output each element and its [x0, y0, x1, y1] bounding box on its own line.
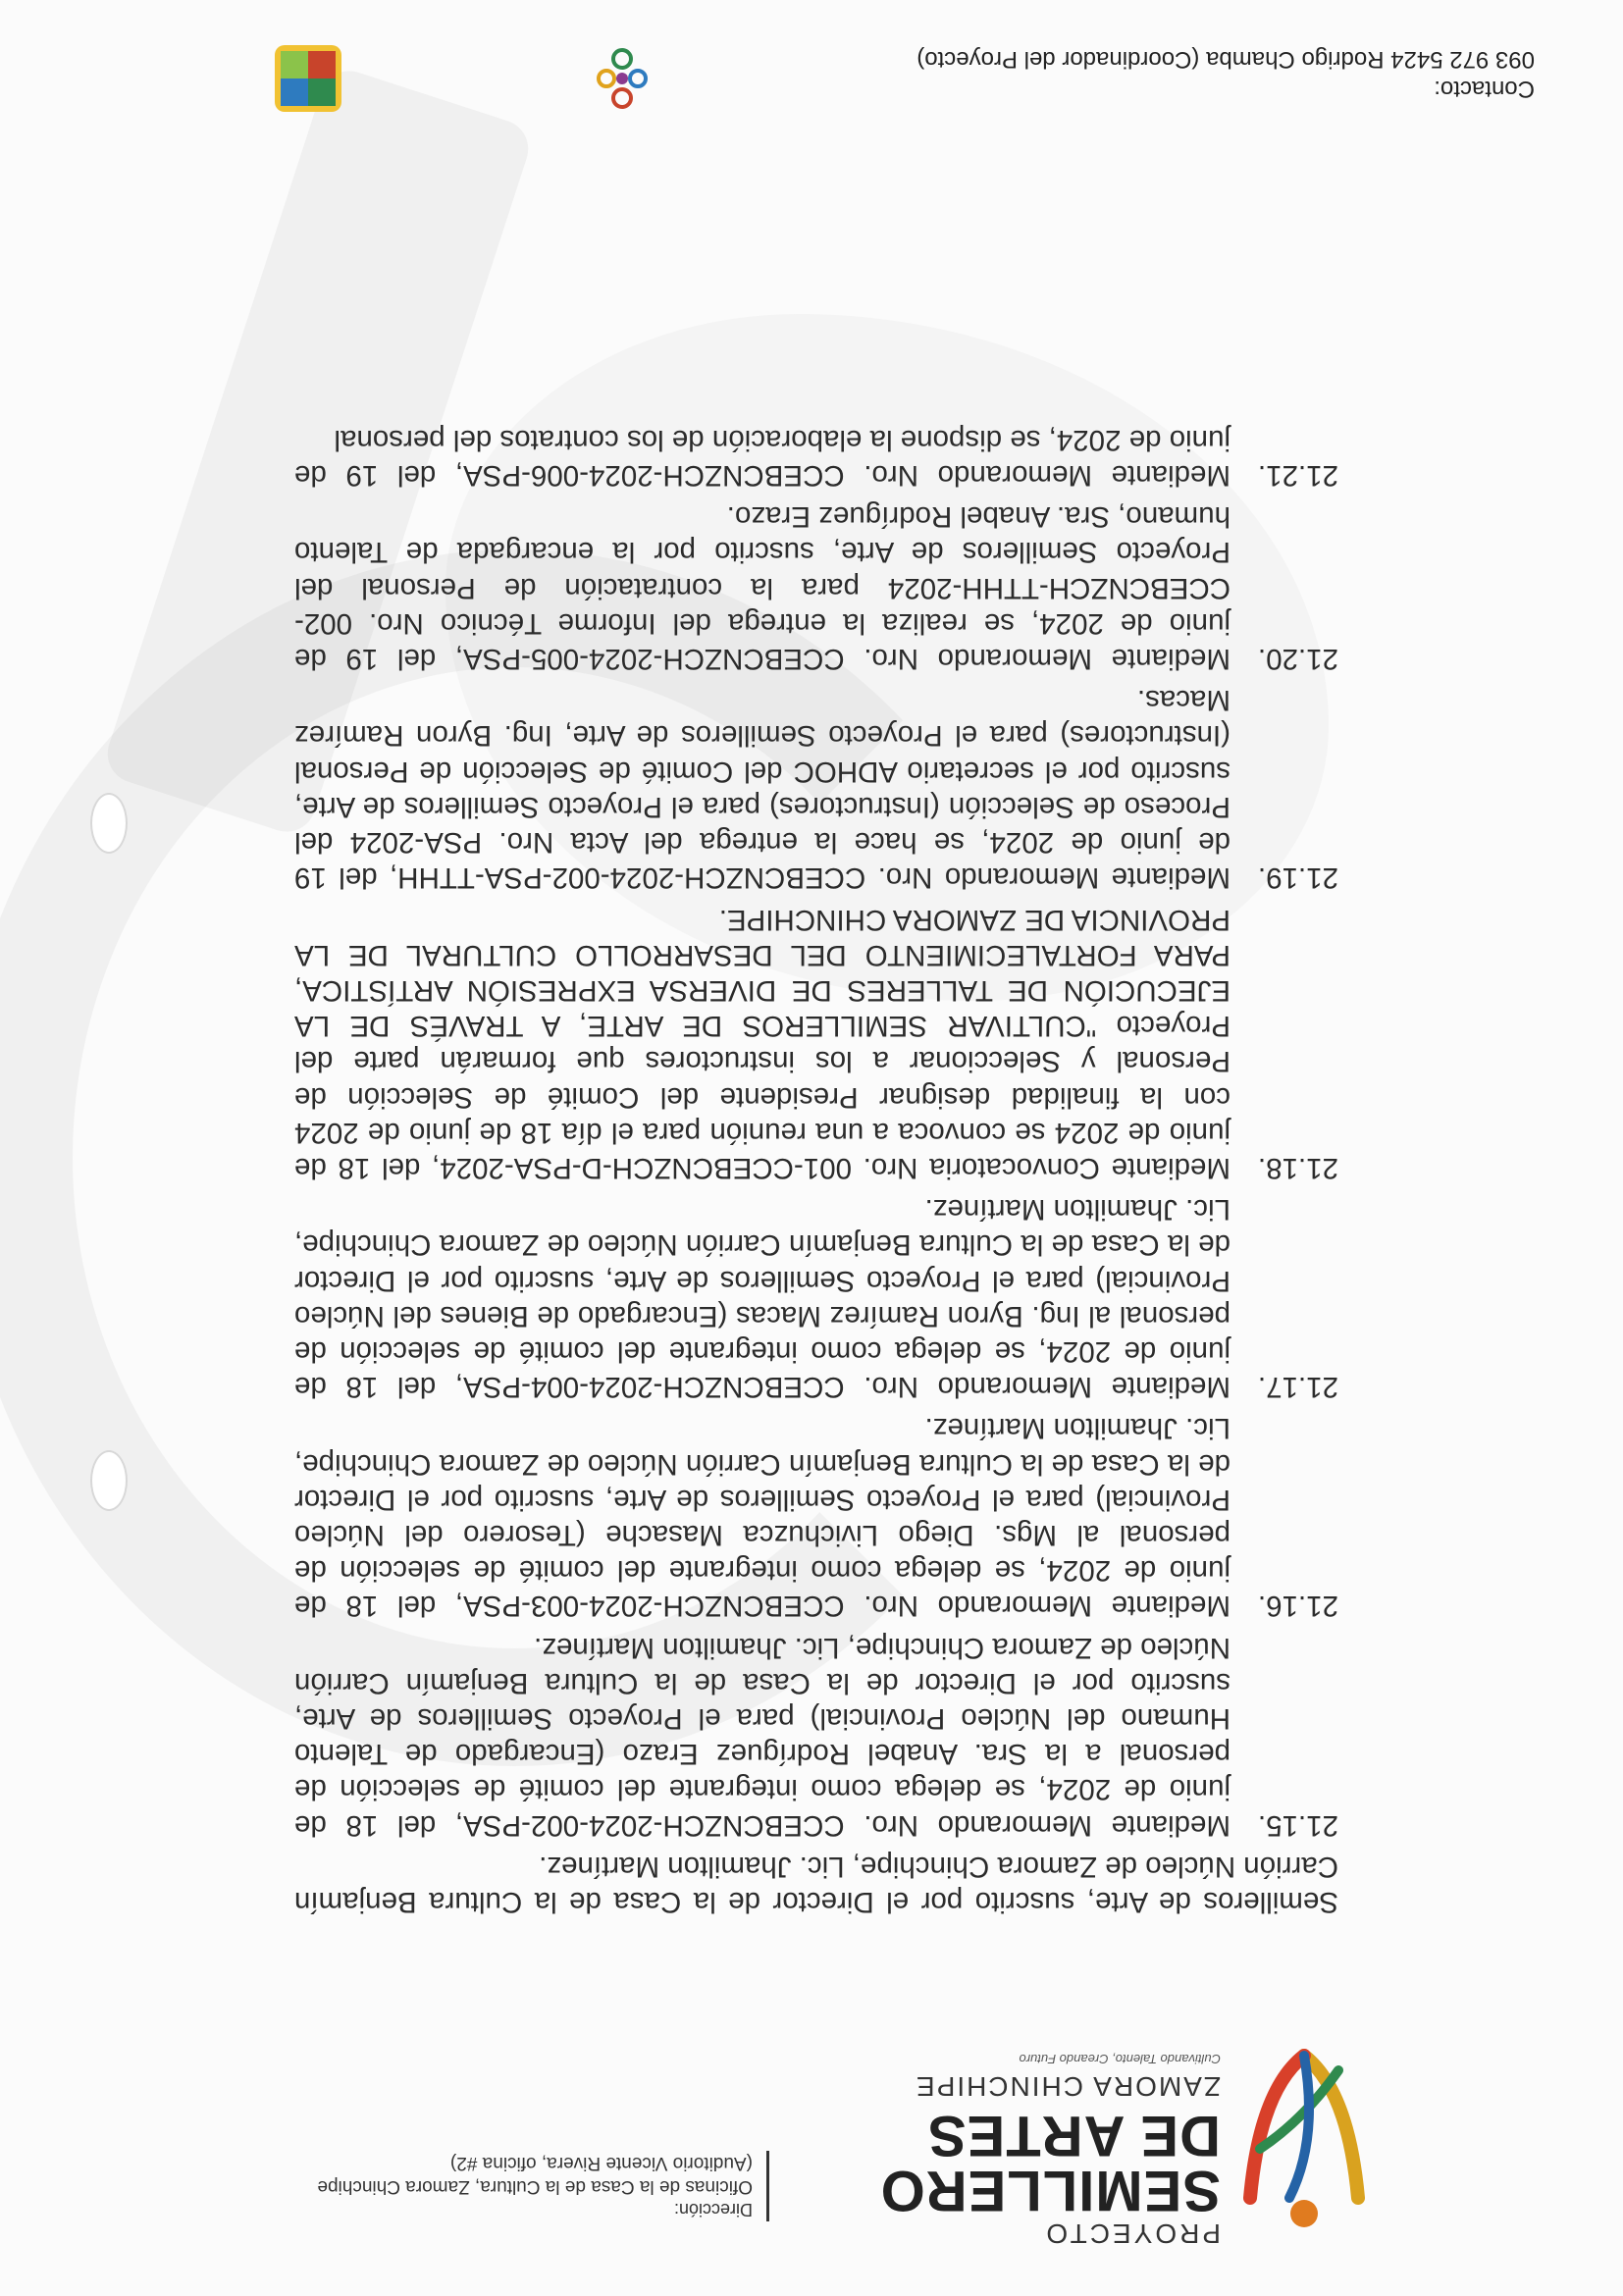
casa-cultura-logo — [426, 29, 652, 118]
letterhead — [0, 1943, 1623, 2296]
brand-block — [867, 2052, 1221, 2249]
item-text: Mediante Memorando Nro. CCEBCNZCH-2024-002-PSA-TTHH, del 19 de junio de 2024, se hace la entrega del Acta Nro. PSA-2024 del Proceso de Selección (Instructores) para el Proyecto Semilleros de Arte, suscrito por el secretario ADHOC del Comité de Selección de Personal (Instructores) para el Proyecto Semilleros de Arte, Ing. Byron Ramírez Macas. — [294, 684, 1230, 895]
list-item — [294, 682, 1338, 895]
item-number: 21.17. — [1257, 1371, 1338, 1404]
contact-label: Contacto: — [1434, 76, 1535, 102]
list-item — [294, 422, 1338, 493]
item-number: 21.15. — [1257, 1808, 1338, 1842]
list-item — [294, 1629, 1338, 1842]
address-line2: (Auditorio Vicente Rivera, oficina #2) — [449, 2153, 753, 2173]
brand-top: PROYECTO — [1043, 2218, 1221, 2249]
item-text: Mediante Memorando Nro. CCEBCNZCH-2024-003-PSA, del 18 de junio de 2024, se delega como integrante del comité de selección de personal al Mgs. Diego Livichuzca Masache (Tesorero del Núcleo Provincial) para el Proyecto Semilleros de Arte, suscrito por el Director de la Casa de la Cultura Benjamín Carrión Núcleo de Zamora Chinchipe, Lic. Jhamilton Martínez. — [294, 1412, 1230, 1623]
item-text: Mediante Memorando Nro. CCEBCNZCH-2024-002-PSA, del 18 de junio de 2024, se delega como integrante del comité de selección de personal a la Sra. Anabel Rodríguez Erazo (Encargado de Talento Humano del Núcleo Provincial) para el Proyecto Semilleros de Arte, suscrito por el Director de la Casa de la Cultura Benjamín Carrión Núcleo de Zamora Chinchipe, Lic. Jhamilton Martínez. — [294, 1631, 1230, 1842]
brand-slogan: Cultivando Talento, Creando Futuro — [1019, 2052, 1221, 2066]
document-body — [294, 416, 1338, 1919]
brand-line2: DE ARTES — [926, 2104, 1221, 2167]
list-item — [294, 1191, 1338, 1404]
address-block — [242, 2151, 769, 2221]
item-text: Mediante Memorando Nro. CCEBCNZCH-2024-004-PSA, del 18 de junio de 2024, se delega como integrante del comité de selección de personal al Ing. Byron Ramírez Macas (Encargado de Bienes del Núcleo Provincial) para el Proyecto Semilleros de Arte, suscrito por el Director de la Casa de la Cultura Benjamín Carrión Núcleo de Zamora Chinchipe, Lic. Jhamilton Martínez. — [294, 1193, 1230, 1404]
punch-hole — [90, 1450, 128, 1511]
contact-line: 093 972 5424 Rodrigo Chamba (Coordinador del Proyecto) — [916, 46, 1535, 73]
prefectura-shield-icon — [269, 39, 347, 118]
address-line1: Oficinas de la Casa de la Cultura, Zamora Chinchipe — [317, 2176, 753, 2197]
numbered-items — [294, 422, 1338, 1843]
semillero-logo-icon — [1230, 2041, 1378, 2237]
item-number: 21.20. — [1257, 643, 1338, 676]
casa-cultura-icon — [593, 39, 652, 118]
punch-hole — [90, 793, 128, 854]
item-text: Mediante Memorando Nro. CCEBCNZCH-2024-006-PSA, del 19 de junio de 2024, se dispone la elaboración de los contratos del personal — [294, 423, 1230, 493]
list-item — [294, 498, 1338, 676]
item-number: 21.19. — [1257, 861, 1338, 895]
item-number: 21.16. — [1257, 1590, 1338, 1623]
prefectura-logo — [92, 20, 347, 118]
list-item — [294, 901, 1338, 1185]
item-text: Mediante Memorando Nro. CCEBCNZCH-2024-005-PSA, del 19 de junio de 2024, se realiza la entrega del Informe Técnico Nro. 002-CCEBCNZCH-TTHH-2024 para la contratación de Personal del Proyecto Semilleros de Arte, suscrito por la encargada de Talento humano, Sra. Anabel Rodríguez Erazo. — [294, 500, 1230, 676]
address-label: Dirección: — [673, 2200, 753, 2219]
list-item — [294, 1410, 1338, 1623]
lead-paragraph: Semilleros de Arte, suscrito por el Director de la Casa de la Cultura Benjamín Carrión Núcleo de Zamora Chinchipe, Lic. Jhamilton Martínez. — [294, 1850, 1338, 1918]
page-footer — [0, 0, 1623, 157]
brand-line1: SEMILLERO — [879, 2159, 1221, 2222]
item-text: Mediante Convocatoria Nro. 001-CCEBCNZCH-D-PSA-2024, del 18 de junio de 2024 se convoca a una reunión para el día 18 de junio de 2024 con la finalidad designar Presidente del Comité de Selección de Personal y Seleccionar a los instructores que formarán parte del Proyecto "CULTIVAR SEMILLEROS DE ARTE, A TRAVÉS DE LA EJECUCIÓN DE TALLERES DE DIVERSA EXPRESIÓN ARTÍSTICA, PARA FORTALECIMIENTO DEL DESARROLLO CULTURAL DE LA PROVINCIA DE ZAMORA CHINCHIPE. — [294, 903, 1230, 1184]
item-number: 21.21. — [1257, 459, 1338, 493]
item-number: 21.18. — [1257, 1151, 1338, 1184]
brand-region: ZAMORA CHINCHIPE — [914, 2071, 1221, 2102]
